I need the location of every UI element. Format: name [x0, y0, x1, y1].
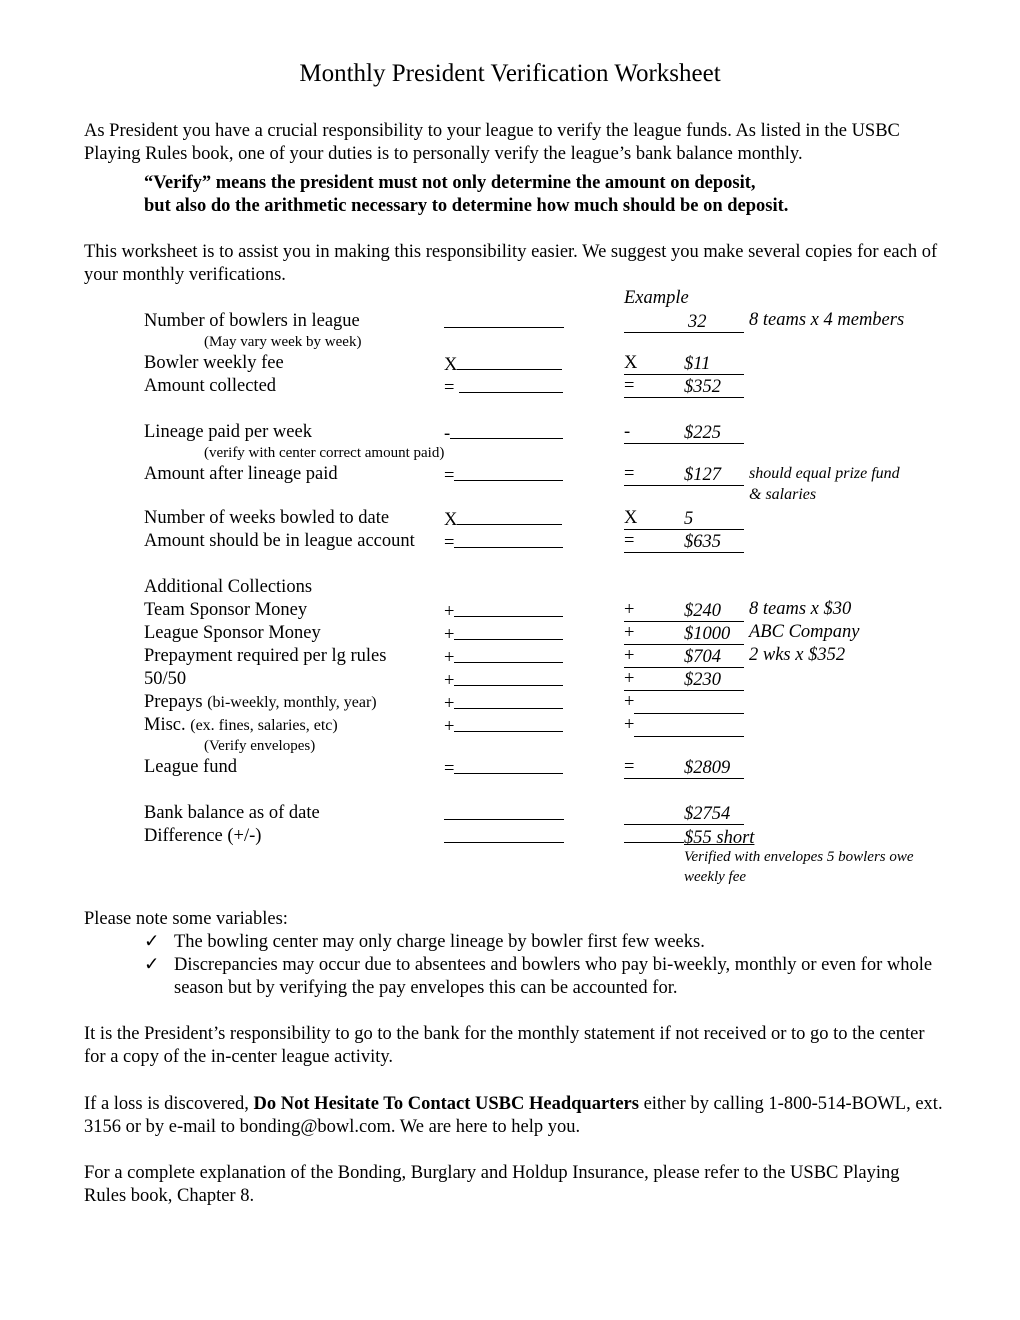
input-prepayment[interactable]: + — [444, 645, 563, 670]
loss-paragraph: If a loss is discovered, Do Not Hesitate To Contact USBC Headquarters either by calling 1-800-514-BOWL, ext. 3156 or by e-mail to bonding@bowl.com. We are here to help you. — [84, 1094, 943, 1137]
check-icon: ✓ — [144, 932, 160, 952]
section-additional-collections: Additional Collections — [144, 577, 313, 597]
input-league-fund[interactable]: = — [444, 756, 563, 781]
example-weeks: X 5 — [624, 507, 744, 530]
insurance-paragraph: For a complete explanation of the Bonding, Burglary and Holdup Insurance, please refer to the USBC Playing Rules book, Chapter 8. — [84, 1163, 900, 1206]
example-bowlers: 32 — [624, 310, 744, 333]
input-fee[interactable]: X — [444, 352, 562, 377]
input-fifty-fifty[interactable]: + — [444, 668, 563, 693]
row-sub-bowlers: (May vary week by week) — [204, 334, 362, 350]
row-label-misc: Misc. (ex. fines, salaries, etc) — [144, 715, 338, 735]
row-label-bowlers: Number of bowlers in league — [144, 311, 360, 331]
input-prepays[interactable]: + — [444, 691, 563, 716]
example-after-lineage: = $127 — [624, 463, 744, 486]
example-league-fund: = $2809 — [624, 756, 744, 779]
note-difference: Verified with envelopes 5 bowlers owe weekly fee — [684, 849, 914, 885]
note-team-sponsor: 8 teams x $30 — [749, 599, 852, 619]
example-prepayment: + $704 — [624, 645, 744, 668]
input-difference[interactable] — [444, 825, 564, 850]
input-weeks[interactable]: X — [444, 507, 562, 532]
note-after-lineage-2: & salaries — [749, 486, 817, 503]
row-label-after-lineage: Amount after lineage paid — [144, 464, 338, 484]
note-league-sponsor: ABC Company — [749, 622, 860, 642]
row-label-difference: Difference (+/-) — [144, 826, 262, 846]
input-collected[interactable]: = — [444, 375, 563, 400]
row-label-bank-balance: Bank balance as of date — [144, 803, 320, 823]
example-collected: = $352 — [624, 375, 744, 398]
purpose-paragraph: This worksheet is to assist you in making this responsibility easier. We suggest you make several copies for each of your monthly verifications. — [84, 242, 938, 285]
intro-paragraph: As President you have a crucial responsibility to your league to verify the league funds. As listed in the USBC Playing Rules book, one of your duties is to personally verify the league’s bank balance monthly. — [84, 121, 900, 164]
input-misc[interactable]: + — [444, 714, 563, 739]
row-label-prepayment: Prepayment required per lg rules — [144, 646, 387, 666]
definition-line-2: but also do the arithmetic necessary to determine how much should be on deposit. — [144, 196, 789, 216]
variables-intro: Please note some variables: — [84, 909, 288, 929]
example-should-be: = $635 — [624, 530, 744, 553]
example-fee: X $11 — [624, 352, 744, 375]
input-team-sponsor[interactable]: + — [444, 599, 563, 624]
example-bank-balance: $2754 — [624, 802, 744, 825]
example-header: Example — [624, 288, 689, 308]
example-misc: + — [624, 714, 744, 737]
page-title: Monthly President Verification Worksheet — [299, 60, 721, 87]
row-label-weeks: Number of weeks bowled to date — [144, 508, 390, 528]
row-label-league-sponsor: League Sponsor Money — [144, 623, 321, 643]
row-label-fifty-fifty: 50/50 — [144, 669, 187, 689]
variable-item: Discrepancies may occur due to absentees and bowlers who pay bi-weekly, monthly or even for whole season but by verifying the pay envelopes this can be accounted for. — [174, 955, 933, 998]
note-after-lineage-1: should equal prize fund — [749, 465, 900, 482]
input-bowlers[interactable] — [444, 310, 564, 335]
note-prepayment: 2 wks x $352 — [749, 645, 846, 665]
responsibility-paragraph: It is the President’s responsibility to go to the bank for the monthly statement if not received or to go to the center for a copy of the in-center league activity. — [84, 1024, 925, 1067]
row-label-team-sponsor: Team Sponsor Money — [144, 600, 308, 620]
input-should-be[interactable]: = — [444, 530, 563, 555]
input-after-lineage[interactable]: = — [444, 463, 563, 488]
row-label-lineage: Lineage paid per week — [144, 422, 312, 442]
variable-item: The bowling center may only charge lineage by bowler first few weeks. — [174, 932, 705, 952]
row-label-should-be: Amount should be in league account — [144, 531, 415, 551]
example-prepays: + — [624, 691, 744, 714]
input-league-sponsor[interactable]: + — [444, 622, 563, 647]
input-lineage[interactable]: - — [444, 421, 563, 446]
example-team-sponsor: + $240 — [624, 599, 744, 622]
row-label-fee: Bowler weekly fee — [144, 353, 284, 373]
check-icon: ✓ — [144, 955, 160, 975]
row-sub-lineage: (verify with center correct amount paid) — [204, 445, 445, 461]
row-label-prepays: Prepays (bi-weekly, monthly, year) — [144, 692, 377, 712]
input-bank-balance[interactable] — [444, 802, 564, 827]
example-difference: $55 short — [624, 825, 754, 850]
row-label-league-fund: League fund — [144, 757, 237, 777]
example-fifty-fifty: + $230 — [624, 668, 744, 691]
example-lineage: - $225 — [624, 421, 744, 444]
example-league-sponsor: + $1000 — [624, 622, 744, 645]
note-bowlers: 8 teams x 4 members — [749, 310, 905, 330]
row-sub-misc: (Verify envelopes) — [204, 738, 316, 754]
row-label-collected: Amount collected — [144, 376, 277, 396]
definition-line-1: “Verify” means the president must not only determine the amount on deposit, — [144, 173, 756, 193]
